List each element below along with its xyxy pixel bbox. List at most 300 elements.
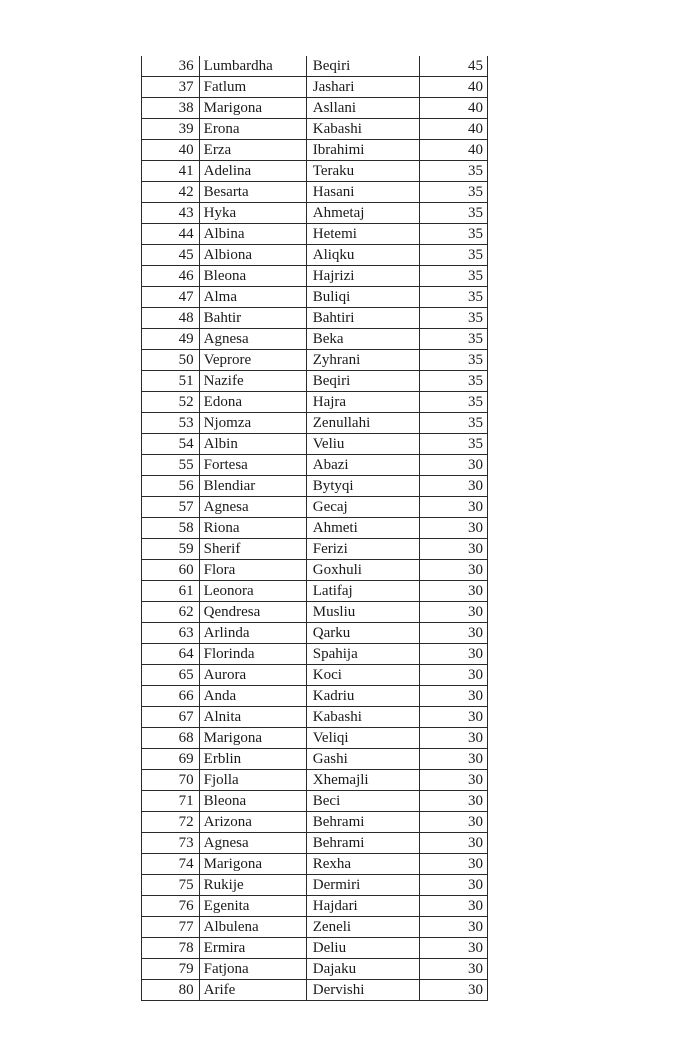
table-row	[142, 665, 488, 686]
score-cell-text: 30	[468, 625, 483, 641]
score-cell-text: 30	[468, 898, 483, 914]
first-name-cell-text: Agnesa	[203, 835, 249, 851]
score-cell	[420, 707, 488, 728]
last-name-cell-text: Jashari	[312, 79, 355, 95]
first-name-cell-text: Fjolla	[203, 772, 239, 788]
last-name-cell-text: Zeneli	[312, 919, 352, 935]
first-name-cell-text: Alnita	[203, 709, 242, 725]
first-name-cell	[199, 161, 306, 182]
row-number-cell	[142, 266, 200, 287]
table-row	[142, 707, 488, 728]
first-name-cell-text: Florinda	[203, 646, 255, 662]
row-number-cell	[142, 161, 200, 182]
score-cell-text: 35	[468, 289, 483, 305]
score-cell	[420, 812, 488, 833]
first-name-cell-text: Erza	[203, 142, 232, 158]
row-number-cell-text: 63	[178, 625, 194, 641]
first-name-cell-text: Erona	[203, 121, 240, 137]
score-cell-text: 35	[468, 415, 483, 431]
row-number-cell-text: 76	[178, 898, 194, 914]
score-cell	[420, 623, 488, 644]
table-row	[142, 182, 488, 203]
row-number-cell	[142, 686, 200, 707]
first-name-cell-text: Marigona	[203, 100, 262, 116]
score-cell-text: 30	[468, 856, 483, 872]
first-name-cell-text: Nazife	[203, 373, 244, 389]
row-number-cell	[142, 224, 200, 245]
last-name-cell	[306, 875, 419, 896]
row-number-cell-text: 46	[178, 268, 194, 284]
score-cell-text: 40	[468, 121, 483, 137]
score-cell	[420, 224, 488, 245]
score-cell	[420, 476, 488, 497]
last-name-cell-text: Veliu	[312, 436, 345, 452]
last-name-cell	[306, 560, 419, 581]
row-number-cell	[142, 392, 200, 413]
row-number-cell-text: 80	[178, 982, 194, 998]
first-name-cell	[199, 896, 306, 917]
score-cell-text: 30	[468, 940, 483, 956]
score-cell-text: 30	[468, 520, 483, 536]
score-cell-text: 35	[468, 331, 483, 347]
score-cell-text: 35	[468, 268, 483, 284]
first-name-cell-text: Riona	[203, 520, 240, 536]
first-name-cell	[199, 665, 306, 686]
last-name-cell	[306, 770, 419, 791]
row-number-cell	[142, 980, 200, 1001]
table-row	[142, 938, 488, 959]
score-cell-text: 30	[468, 646, 483, 662]
row-number-cell-text: 51	[178, 373, 194, 389]
score-cell-text: 45	[468, 58, 483, 74]
row-number-cell	[142, 182, 200, 203]
last-name-cell-text: Bytyqi	[312, 478, 354, 494]
table-row	[142, 413, 488, 434]
row-number-cell-text: 78	[178, 940, 194, 956]
row-number-cell	[142, 434, 200, 455]
table-row	[142, 518, 488, 539]
score-cell	[420, 350, 488, 371]
last-name-cell-text: Behrami	[312, 814, 365, 830]
score-cell	[420, 287, 488, 308]
row-number-cell-text: 56	[178, 478, 194, 494]
last-name-cell-text: Rexha	[312, 856, 352, 872]
row-number-cell	[142, 791, 200, 812]
last-name-cell	[306, 413, 419, 434]
score-cell-text: 30	[468, 583, 483, 599]
row-number-cell-text: 38	[178, 100, 194, 116]
score-cell	[420, 56, 488, 77]
row-number-cell-text: 71	[178, 793, 194, 809]
score-cell	[420, 770, 488, 791]
last-name-cell	[306, 812, 419, 833]
score-cell-text: 35	[468, 226, 483, 242]
last-name-cell-text: Deliu	[312, 940, 347, 956]
row-number-cell	[142, 350, 200, 371]
last-name-cell-text: Beqiri	[312, 373, 351, 389]
row-number-cell-text: 53	[178, 415, 194, 431]
first-name-cell	[199, 770, 306, 791]
score-cell	[420, 119, 488, 140]
last-name-cell-text: Aliqku	[312, 247, 355, 263]
row-number-cell	[142, 581, 200, 602]
last-name-cell	[306, 98, 419, 119]
score-cell	[420, 644, 488, 665]
score-cell-text: 30	[468, 982, 483, 998]
score-cell	[420, 203, 488, 224]
row-number-cell	[142, 833, 200, 854]
table-row	[142, 329, 488, 350]
last-name-cell-text: Gashi	[312, 751, 348, 767]
last-name-cell-text: Hajdari	[312, 898, 358, 914]
last-name-cell	[306, 518, 419, 539]
last-name-cell	[306, 854, 419, 875]
score-cell	[420, 917, 488, 938]
roster-table	[141, 56, 488, 1001]
row-number-cell	[142, 98, 200, 119]
row-number-cell-text: 70	[178, 772, 194, 788]
score-cell-text: 35	[468, 310, 483, 326]
score-cell-text: 35	[468, 184, 483, 200]
last-name-cell-text: Kabashi	[312, 121, 362, 137]
score-cell	[420, 518, 488, 539]
last-name-cell-text: Hajra	[312, 394, 347, 410]
row-number-cell	[142, 938, 200, 959]
first-name-cell	[199, 686, 306, 707]
score-cell	[420, 686, 488, 707]
last-name-cell	[306, 602, 419, 623]
last-name-cell	[306, 833, 419, 854]
score-cell-text: 30	[468, 457, 483, 473]
table-row	[142, 392, 488, 413]
score-cell	[420, 497, 488, 518]
first-name-cell	[199, 539, 306, 560]
row-number-cell-text: 72	[178, 814, 194, 830]
first-name-cell	[199, 413, 306, 434]
row-number-cell	[142, 476, 200, 497]
first-name-cell	[199, 602, 306, 623]
first-name-cell-text: Flora	[203, 562, 236, 578]
first-name-cell	[199, 392, 306, 413]
first-name-cell-text: Agnesa	[203, 499, 249, 515]
table-row	[142, 560, 488, 581]
row-number-cell	[142, 245, 200, 266]
last-name-cell-text: Xhemajli	[312, 772, 369, 788]
score-cell-text: 40	[468, 142, 483, 158]
last-name-cell	[306, 434, 419, 455]
first-name-cell	[199, 224, 306, 245]
score-cell-text: 30	[468, 667, 483, 683]
row-number-cell	[142, 140, 200, 161]
row-number-cell-text: 69	[178, 751, 194, 767]
score-cell	[420, 98, 488, 119]
score-cell-text: 30	[468, 688, 483, 704]
row-number-cell-text: 49	[178, 331, 194, 347]
row-number-cell	[142, 497, 200, 518]
table-row	[142, 539, 488, 560]
last-name-cell-text: Dajaku	[312, 961, 357, 977]
table-row	[142, 56, 488, 77]
first-name-cell-text: Leonora	[203, 583, 254, 599]
row-number-cell-text: 62	[178, 604, 194, 620]
table-row	[142, 791, 488, 812]
last-name-cell-text: Ahmetaj	[312, 205, 365, 221]
score-cell	[420, 833, 488, 854]
last-name-cell	[306, 161, 419, 182]
first-name-cell	[199, 182, 306, 203]
last-name-cell	[306, 959, 419, 980]
score-cell	[420, 938, 488, 959]
last-name-cell	[306, 476, 419, 497]
first-name-cell-text: Ermira	[203, 940, 246, 956]
table-row	[142, 644, 488, 665]
row-number-cell-text: 66	[178, 688, 194, 704]
last-name-cell	[306, 980, 419, 1001]
score-cell-text: 30	[468, 772, 483, 788]
first-name-cell	[199, 854, 306, 875]
last-name-cell-text: Behrami	[312, 835, 365, 851]
row-number-cell	[142, 854, 200, 875]
score-cell	[420, 791, 488, 812]
first-name-cell-text: Albiona	[203, 247, 252, 263]
score-cell-text: 30	[468, 751, 483, 767]
first-name-cell	[199, 140, 306, 161]
row-number-cell	[142, 644, 200, 665]
row-number-cell	[142, 371, 200, 392]
last-name-cell	[306, 749, 419, 770]
score-cell	[420, 854, 488, 875]
last-name-cell-text: Beci	[312, 793, 341, 809]
first-name-cell	[199, 350, 306, 371]
table-row	[142, 497, 488, 518]
last-name-cell	[306, 392, 419, 413]
last-name-cell-text: Kadriu	[312, 688, 355, 704]
score-cell-text: 30	[468, 793, 483, 809]
first-name-cell-text: Blendiar	[203, 478, 256, 494]
last-name-cell	[306, 329, 419, 350]
score-cell-text: 30	[468, 835, 483, 851]
table-row	[142, 350, 488, 371]
first-name-cell-text: Fortesa	[203, 457, 248, 473]
first-name-cell	[199, 791, 306, 812]
last-name-cell-text: Abazi	[312, 457, 349, 473]
first-name-cell	[199, 455, 306, 476]
first-name-cell-text: Albina	[203, 226, 245, 242]
last-name-cell-text: Teraku	[312, 163, 355, 179]
row-number-cell	[142, 560, 200, 581]
last-name-cell-text: Bahtiri	[312, 310, 355, 326]
row-number-cell-text: 79	[178, 961, 194, 977]
score-cell	[420, 980, 488, 1001]
last-name-cell-text: Beka	[312, 331, 344, 347]
first-name-cell	[199, 77, 306, 98]
first-name-cell	[199, 371, 306, 392]
table-row	[142, 833, 488, 854]
first-name-cell-text: Bleona	[203, 793, 247, 809]
row-number-cell	[142, 77, 200, 98]
row-number-cell-text: 48	[178, 310, 194, 326]
score-cell-text: 30	[468, 919, 483, 935]
row-number-cell	[142, 749, 200, 770]
score-cell-text: 30	[468, 541, 483, 557]
first-name-cell-text: Rukije	[203, 877, 244, 893]
first-name-cell	[199, 728, 306, 749]
row-number-cell-text: 59	[178, 541, 194, 557]
first-name-cell	[199, 560, 306, 581]
row-number-cell-text: 41	[178, 163, 194, 179]
table-row	[142, 854, 488, 875]
row-number-cell-text: 54	[178, 436, 194, 452]
table-row	[142, 602, 488, 623]
first-name-cell-text: Qendresa	[203, 604, 261, 620]
table-row	[142, 77, 488, 98]
score-cell-text: 35	[468, 163, 483, 179]
row-number-cell-text: 39	[178, 121, 194, 137]
row-number-cell-text: 60	[178, 562, 194, 578]
score-cell-text: 35	[468, 352, 483, 368]
first-name-cell	[199, 308, 306, 329]
last-name-cell	[306, 56, 419, 77]
first-name-cell-text: Hyka	[203, 205, 237, 221]
first-name-cell-text: Albin	[203, 436, 238, 452]
first-name-cell	[199, 833, 306, 854]
table-row	[142, 686, 488, 707]
first-name-cell	[199, 119, 306, 140]
last-name-cell	[306, 917, 419, 938]
first-name-cell	[199, 266, 306, 287]
table-row	[142, 980, 488, 1001]
last-name-cell	[306, 686, 419, 707]
last-name-cell	[306, 224, 419, 245]
last-name-cell-text: Qarku	[312, 625, 351, 641]
first-name-cell	[199, 644, 306, 665]
first-name-cell	[199, 749, 306, 770]
last-name-cell	[306, 623, 419, 644]
first-name-cell	[199, 518, 306, 539]
last-name-cell-text: Veliqi	[312, 730, 349, 746]
first-name-cell-text: Fatlum	[203, 79, 247, 95]
row-number-cell	[142, 665, 200, 686]
first-name-cell	[199, 581, 306, 602]
first-name-cell	[199, 812, 306, 833]
score-cell	[420, 665, 488, 686]
row-number-cell-text: 67	[178, 709, 194, 725]
first-name-cell-text: Agnesa	[203, 331, 249, 347]
table-row	[142, 749, 488, 770]
score-cell	[420, 161, 488, 182]
first-name-cell-text: Njomza	[203, 415, 252, 431]
score-cell-text: 30	[468, 730, 483, 746]
first-name-cell	[199, 98, 306, 119]
row-number-cell	[142, 875, 200, 896]
row-number-cell-text: 74	[178, 856, 194, 872]
row-number-cell	[142, 707, 200, 728]
row-number-cell-text: 73	[178, 835, 194, 851]
row-number-cell-text: 64	[178, 646, 194, 662]
first-name-cell	[199, 623, 306, 644]
first-name-cell	[199, 287, 306, 308]
row-number-cell	[142, 413, 200, 434]
first-name-cell-text: Veprore	[203, 352, 252, 368]
last-name-cell-text: Hasani	[312, 184, 355, 200]
row-number-cell	[142, 917, 200, 938]
first-name-cell	[199, 56, 306, 77]
row-number-cell	[142, 770, 200, 791]
first-name-cell-text: Sherif	[203, 541, 241, 557]
row-number-cell-text: 47	[178, 289, 194, 305]
first-name-cell-text: Fatjona	[203, 961, 249, 977]
row-number-cell-text: 52	[178, 394, 194, 410]
score-cell-text: 30	[468, 961, 483, 977]
score-cell-text: 30	[468, 604, 483, 620]
first-name-cell-text: Anda	[203, 688, 237, 704]
row-number-cell-text: 50	[178, 352, 194, 368]
table-row	[142, 455, 488, 476]
score-cell	[420, 392, 488, 413]
table-row	[142, 959, 488, 980]
last-name-cell-text: Gecaj	[312, 499, 348, 515]
score-cell-text: 30	[468, 499, 483, 515]
last-name-cell	[306, 665, 419, 686]
first-name-cell	[199, 707, 306, 728]
last-name-cell-text: Asllani	[312, 100, 357, 116]
last-name-cell-text: Ahmeti	[312, 520, 358, 536]
score-cell-text: 35	[468, 205, 483, 221]
score-cell	[420, 455, 488, 476]
row-number-cell	[142, 455, 200, 476]
table-row	[142, 245, 488, 266]
score-cell	[420, 602, 488, 623]
row-number-cell-text: 44	[178, 226, 194, 242]
first-name-cell-text: Bahtir	[203, 310, 242, 326]
last-name-cell	[306, 581, 419, 602]
first-name-cell-text: Marigona	[203, 730, 262, 746]
last-name-cell	[306, 938, 419, 959]
last-name-cell	[306, 644, 419, 665]
table-row	[142, 728, 488, 749]
score-cell-text: 40	[468, 100, 483, 116]
last-name-cell-text: Zyhrani	[312, 352, 361, 368]
last-name-cell	[306, 791, 419, 812]
row-number-cell	[142, 623, 200, 644]
row-number-cell-text: 36	[178, 58, 194, 74]
last-name-cell-text: Spahija	[312, 646, 358, 662]
table-row	[142, 371, 488, 392]
last-name-cell-text: Beqiri	[312, 58, 351, 74]
first-name-cell	[199, 203, 306, 224]
score-cell-text: 35	[468, 373, 483, 389]
first-name-cell-text: Arlinda	[203, 625, 250, 641]
score-cell	[420, 581, 488, 602]
row-number-cell-text: 57	[178, 499, 194, 515]
score-cell	[420, 329, 488, 350]
score-cell-text: 30	[468, 562, 483, 578]
score-cell	[420, 434, 488, 455]
first-name-cell	[199, 245, 306, 266]
row-number-cell-text: 40	[178, 142, 194, 158]
score-cell-text: 30	[468, 478, 483, 494]
score-cell	[420, 371, 488, 392]
last-name-cell-text: Hajrizi	[312, 268, 355, 284]
first-name-cell-text: Marigona	[203, 856, 262, 872]
row-number-cell	[142, 56, 200, 77]
last-name-cell	[306, 245, 419, 266]
table-row	[142, 224, 488, 245]
row-number-cell	[142, 602, 200, 623]
last-name-cell	[306, 77, 419, 98]
score-cell-text: 35	[468, 394, 483, 410]
row-number-cell	[142, 308, 200, 329]
